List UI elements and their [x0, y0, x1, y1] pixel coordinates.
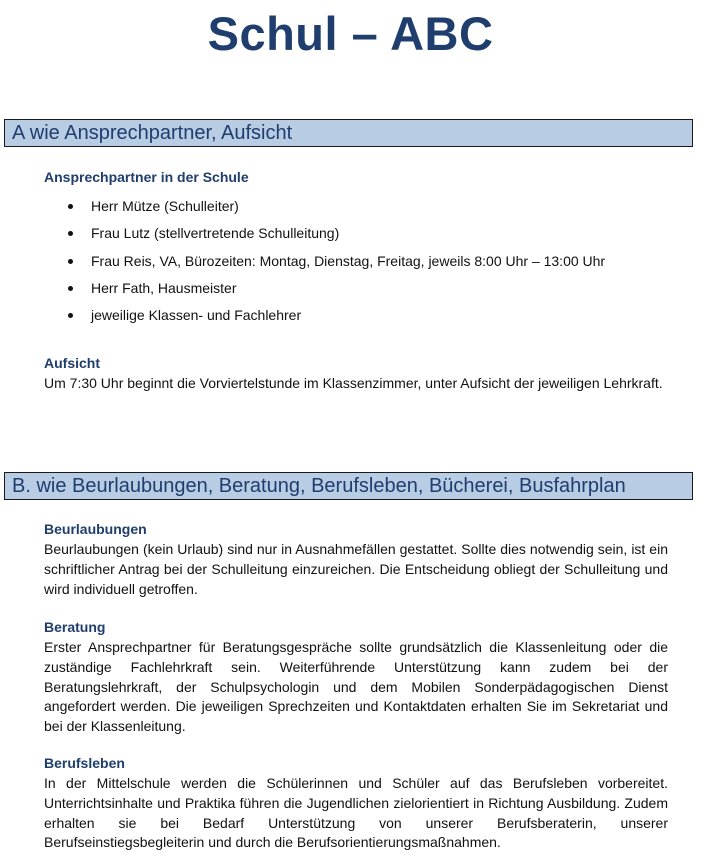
heading-berufsleben: Berufsleben	[44, 755, 125, 771]
document-title: Schul – ABC	[207, 7, 494, 60]
heading-beratung: Beratung	[44, 619, 106, 635]
ansprechpartner-list	[44, 196, 605, 332]
heading-aufsicht: Aufsicht	[44, 355, 100, 371]
list-item-text: Herr Fath, Hausmeister	[91, 279, 237, 296]
paragraph-aufsicht: Um 7:30 Uhr beginnt die Vorviertelstunde im Klassenzimmer, unter Aufsicht der jeweiligen Lehrkraft.	[44, 375, 663, 391]
section-header-b: B. wie Beurlaubungen, Beratung, Berufsleben, Bücherei, Busfahrplan	[4, 472, 693, 500]
section-header-a: A wie Ansprechpartner, Aufsicht	[4, 119, 693, 147]
bullet-icon	[68, 204, 73, 209]
list-item-text: jeweilige Klassen- und Fachlehrer	[91, 307, 302, 324]
list-item	[44, 251, 605, 278]
bullet-icon	[68, 286, 73, 291]
bullet-icon	[68, 313, 73, 318]
list-item	[44, 223, 605, 250]
list-item	[44, 196, 605, 223]
paragraph-beurlaubungen: Beurlaubungen (kein Urlaub) sind nur in Ausnahmefällen gestattet. Sollte dies notwendig sein, ist ein schriftlicher Antrag bei der Schulleitung einzureichen. Die Entscheidung obliegt der Schulleitung und wird individuell getroffen.	[44, 541, 668, 597]
list-item-text: Frau Lutz (stellvertretende Schulleitung)	[91, 225, 340, 242]
list-item	[44, 278, 605, 305]
list-item-text: Herr Mütze (Schulleiter)	[91, 198, 239, 214]
heading-beurlaubungen: Beurlaubungen	[44, 521, 147, 537]
paragraph-berufsleben: In der Mittelschule werden die Schülerinnen und Schüler auf das Berufsleben vorbereitet. Unterrichtsinhalte und Praktika führen die Jugendlichen zielorientiert in Richtung Ausbildung. Zudem erhalten sie bei Bedarf Unterstützung von unserer Berufsberaterin, unserer Berufseinstiegsbegleiterin und durch die Berufsorientierungsmaßnahmen.	[44, 775, 668, 851]
bullet-icon	[68, 231, 73, 236]
paragraph-beratung: Erster Ansprechpartner für Beratungsgespräche sollte grundsätzlich die Klassenleitung oder die zuständige Fachlehrkraft sein. Weiterführende Unterstützung kann zudem bei der Beratungslehrkraft, der Schulpsychologin und dem Mobilen Sonderpädagogischen Dienst angefordert werden. Die jeweiligen Sprechzeiten und Kontaktdaten erhalten Sie im Sekretariat und bei der Klassenleitung.	[44, 639, 668, 735]
bullet-icon	[68, 259, 73, 264]
list-item-text: Frau Reis, VA, Bürozeiten: Montag, Dienstag, Freitag, jeweils 8:00 Uhr – 13:00 Uhr	[91, 252, 606, 269]
list-item	[44, 305, 605, 332]
heading-ansprechpartner: Ansprechpartner in der Schule	[44, 169, 249, 185]
